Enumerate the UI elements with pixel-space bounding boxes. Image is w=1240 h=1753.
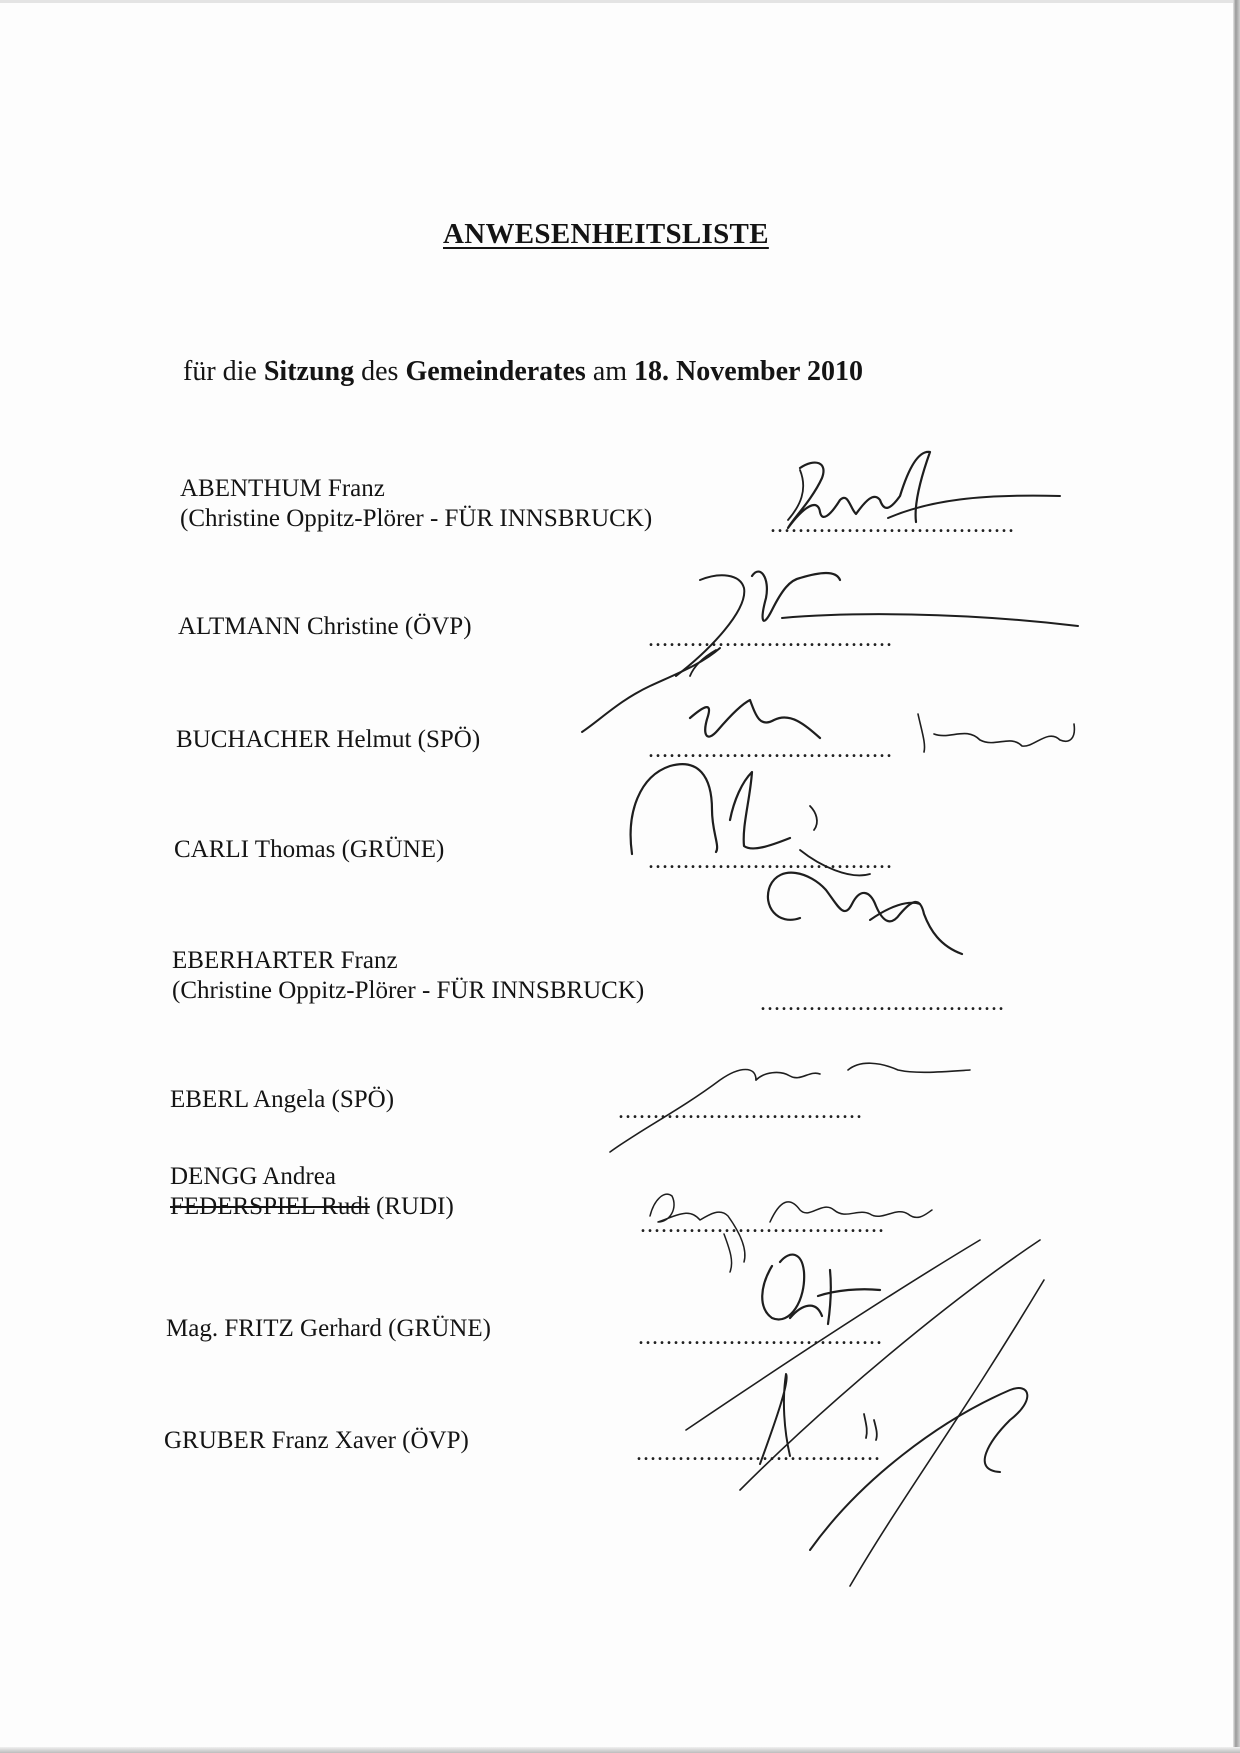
signature-gruber: [760, 1280, 1044, 1586]
signature-line: ...................................: [770, 512, 1015, 538]
attendee-name: ABENTHUM Franz: [180, 475, 385, 502]
signature-line: ...................................: [640, 1212, 885, 1238]
attendee-name: EBERHARTER Franz: [172, 947, 398, 974]
signature-dengg: [650, 1194, 932, 1272]
signature-abenthum: [788, 452, 1060, 528]
attendee-name: EBERL Angela (SPÖ): [170, 1086, 395, 1113]
attendee-name: DENGG Andrea: [170, 1163, 336, 1190]
attendee-name: ALTMANN Christine (ÖVP): [178, 613, 472, 640]
attendee-name: BUCHACHER Helmut (SPÖ): [176, 726, 481, 753]
attendee-substitute: (Christine Oppitz-Plörer - FÜR INNSBRUCK): [172, 977, 645, 1004]
attendee-name: Mag. FRITZ Gerhard (GRÜNE): [166, 1315, 491, 1342]
attendee-substitute: (Christine Oppitz-Plörer - FÜR INNSBRUCK): [180, 505, 653, 532]
signature-line: ...................................: [648, 626, 893, 652]
signature-line: ...................................: [638, 1324, 883, 1350]
signature-line: ...................................: [618, 1098, 863, 1124]
signature-eberharter: [768, 873, 962, 954]
subtitle-date: 18. November 2010: [634, 356, 863, 387]
struck-name: FEDERSPIEL Rudi: [170, 1193, 370, 1220]
signature-line: ...................................: [648, 737, 893, 763]
signature-carli: [631, 764, 870, 875]
signature-line: ...................................: [636, 1440, 881, 1466]
subtitle-prefix: für die: [183, 356, 257, 387]
subtitle-session: Sitzung: [263, 356, 355, 387]
subtitle-am: am: [592, 356, 628, 387]
signature-buchacher: [582, 648, 1074, 752]
subtitle-middle: des: [361, 356, 399, 387]
page-title: ANWESENHEITSLISTE: [443, 218, 769, 250]
attendee-name: CARLI Thomas (GRÜNE): [174, 836, 445, 863]
signature-line: ...................................: [760, 990, 1005, 1016]
substitute-party: (RUDI): [369, 1193, 454, 1220]
subtitle-council: Gemeinderates: [405, 356, 586, 387]
signature-line: ...................................: [648, 848, 893, 874]
signature-eberl: [610, 1063, 970, 1152]
attendee-name: GRUBER Franz Xaver (ÖVP): [164, 1427, 469, 1454]
signature-altmann: [676, 572, 1078, 676]
